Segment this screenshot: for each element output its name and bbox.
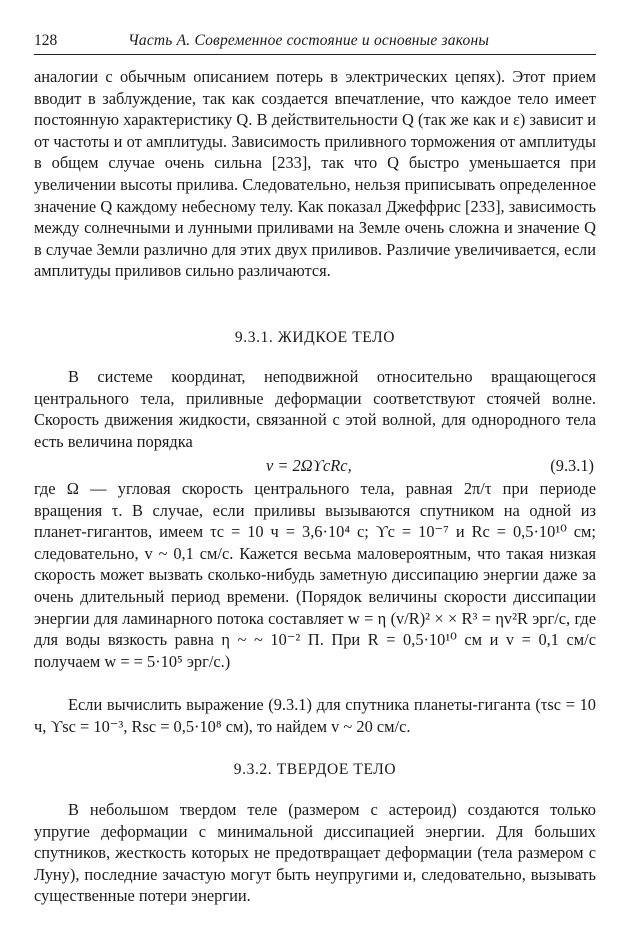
liquid-body-paragraph-1: В системе координат, неподвижной относительно вращающегося центрального тела, приливные деформации соответствуют стоячей волне. Скорость движения жидкости, связанной с этой волной, для однородного тела есть величина порядка xyxy=(34,367,596,451)
running-title: Часть А. Современное состояние и основные законы xyxy=(128,32,490,49)
header-rule xyxy=(34,54,596,55)
equation-number: (9.3.1) xyxy=(550,456,594,475)
liquid-body-paragraph-3: Если вычислить выражение (9.3.1) для спутника планеты-гиганта (τsc = 10 ч, ϒsc = 10⁻³, Rsc = 0,5·10⁸ см), то найдем v ~ 20 см/с. xyxy=(34,695,596,736)
section-heading-liquid-body: 9.3.1. ЖИДКОЕ ТЕЛО xyxy=(234,329,396,346)
section-heading-solid-body: 9.3.2. ТВЕРДОЕ ТЕЛО xyxy=(233,761,397,778)
equation-9-3-1 xyxy=(34,455,596,477)
liquid-body-paragraph-2: где Ω — угловая скорость центрального тела, равная 2π/τ при периоде вращения τ. В случае, если приливы вызываются спутником на одной из планет-гигантов, имеем τc = 10 ч = 3,6·10⁴ с; ϒc = 10⁻⁷ и Rc = 0,5·10¹⁰ см; следовательно, v ~ 0,1 см/с. Кажется весьма маловероятным, что такая низкая скорость может вызвать сколько-нибудь заметную диссипацию энергии даже за очень длительный период времени. (Порядок величины скорости диссипации энергии для ламинарного потока составляет w = η (v/R)² × × R³ = ηv²R эрг/с, где для воды вязкость равна η ~ ~ 10⁻² П. При R = 0,5·10¹⁰ см и v = 0,1 см/с получаем w = = 5·10⁵ эрг/с.) xyxy=(34,479,596,671)
page-header xyxy=(34,30,594,52)
equation-formula: v = 2ΩϒcRc, xyxy=(266,456,352,475)
solid-body-paragraph: В небольшом твердом теле (размером с астероид) создаются только упругие деформации с минимальной диссипацией энергии. Для больших спутников, жесткость которых не предотвращает деформации (тела размером с Луну), последние зачастую могут быть неупругими и, следовательно, вызывать существенные потери энергии. xyxy=(34,800,596,906)
intro-paragraph: аналогии с обычным описанием потерь в электрических цепях). Этот прием вводит в заблуждение, так как создается впечатление, что каждое тело имеет постоянную характеристику Q. В действительности Q (так же как и ε) зависит и от частоты и от амплитуды. Зависимость приливного торможения от амплитуды в общем случае очень сильна [233], так что Q быстро уменьшается при увеличении высоты прилива. Следовательно, нельзя приписывать определенное значение Q каждому небесному телу. Как показал Джеффрис [233], зависимость между солнечными и лунными приливами на Земле очень сложна и значение Q в случае Земли различно для этих двух приливов. Различие увеличивается, если амплитуды приливов сильно различаются. xyxy=(34,67,596,281)
page-number: 128 xyxy=(34,32,58,49)
